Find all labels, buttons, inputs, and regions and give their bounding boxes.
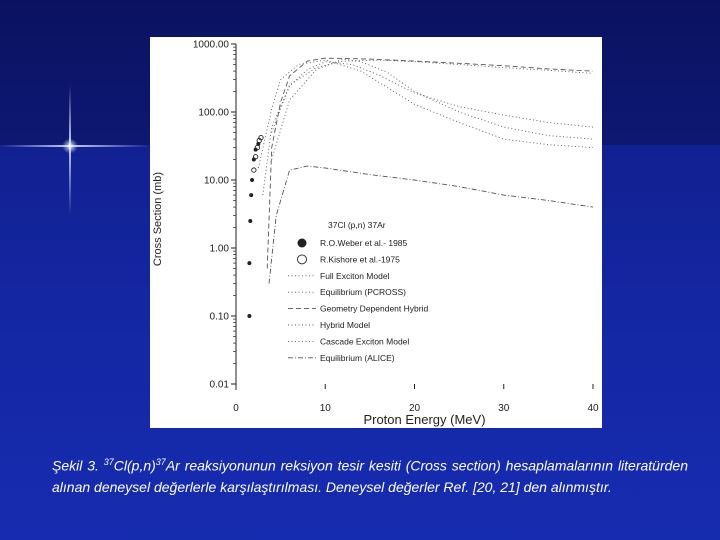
x-tick-label: 0	[233, 403, 239, 414]
caption-target-mass: 37	[103, 457, 114, 467]
legend-title: 37Cl (p,n) 37Ar	[328, 220, 386, 230]
legend-entry: Full Exciton Model	[320, 270, 390, 281]
y-tick-label: 100.00	[198, 107, 229, 119]
light-flare-core	[62, 139, 78, 153]
x-tick-label: 40	[587, 403, 599, 414]
x-tick-label: 10	[319, 403, 331, 414]
legend-entry: R.Kishore et al.-1975	[320, 254, 400, 265]
legend-entry: Cascade Exciton Model	[320, 336, 410, 347]
y-tick-label: 0.10	[209, 311, 229, 323]
caption-product-mass: 37	[155, 457, 166, 467]
caption-text: reaksiyonunun reksiyon tesir kesiti (Cross section) hesaplamalarının literatürden alınan deneysel değerlerle karşılaştırılması. Deneysel değerler Ref. [20, 21] den alınmıştır.	[52, 457, 688, 495]
series-0-point	[249, 193, 253, 197]
legend-entry: Hybrid Model	[320, 320, 371, 330]
y-tick-label: 1000.00	[192, 39, 229, 51]
legend-entry: Geometry Dependent Hybrid	[320, 303, 429, 314]
x-axis-label: Proton Energy (MeV)	[363, 412, 486, 427]
legend-entry: Equilibrium (PCROSS)	[320, 287, 406, 298]
legend-swatch	[298, 239, 307, 248]
y-tick-label: 0.01	[209, 379, 229, 391]
caption-target: Cl(p,n)	[113, 457, 156, 474]
figure-caption	[52, 452, 688, 498]
series-0-point	[247, 314, 251, 318]
series-0-point	[248, 219, 252, 223]
y-tick-label: 10.00	[203, 175, 229, 187]
y-tick-label: 1.00	[209, 243, 229, 255]
legend-entry: R.O.Weber et al.- 1985	[320, 238, 408, 248]
series-0-point	[250, 178, 254, 182]
legend-entry: Equilibrium (ALICE)	[320, 352, 395, 363]
x-tick-label: 20	[408, 403, 421, 414]
series-0-point	[247, 261, 251, 265]
caption-product: Ar	[165, 457, 180, 474]
x-tick-label: 30	[498, 403, 510, 414]
caption-prefix: Şekil 3.	[52, 457, 99, 474]
plot-area	[150, 37, 602, 428]
cross-section-chart	[150, 37, 602, 428]
y-axis-label: Cross Section (mb)	[152, 171, 164, 267]
